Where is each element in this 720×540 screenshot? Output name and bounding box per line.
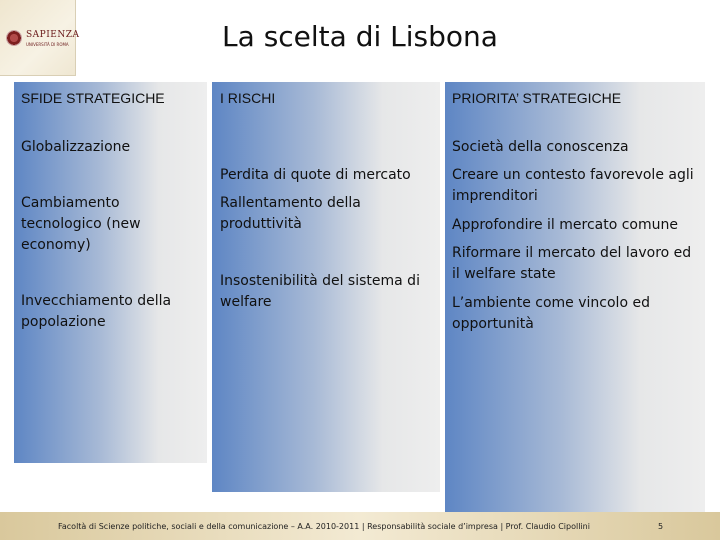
heading-priorita: PRIORITA’ STRATEGICHE	[452, 90, 622, 106]
priorita-item-3: Approfondire il mercato comune	[452, 217, 678, 233]
slide-title: La scelta di Lisbona	[222, 20, 498, 53]
heading-sfide: SFIDE STRATEGICHE	[21, 90, 165, 106]
logo-name: SAPIENZA	[26, 30, 80, 40]
sfide-item-1: Globalizzazione	[21, 139, 131, 155]
priorita-item-4: Riformare il mercato del lavoro ed il welfare state	[452, 245, 692, 282]
page-number: 5	[658, 522, 664, 531]
priorita-item-1: Società della conoscenza	[452, 139, 629, 155]
sfide-item-2: Cambiamento tecnologico (new economy)	[21, 195, 141, 253]
logo-subtitle: UNIVERSITÀ DI ROMA	[26, 42, 69, 47]
footer-text: Facoltà di Scienze politiche, sociali e della comunicazione – A.A. 2010-2011 | Responsabilità sociale d’impresa | Prof. Claudio Cipollini	[58, 522, 590, 531]
priorita-item-5: L’ambiente come vincolo ed opportunità	[452, 295, 650, 332]
rischi-item-2: Rallentamento della produttività	[220, 195, 361, 232]
rischi-item-1: Perdita di quote di mercato	[220, 167, 411, 183]
priorita-item-2: Creare un contesto favorevole agli imprenditori	[452, 167, 694, 204]
rischi-item-3: Insostenibilità del sistema di welfare	[220, 273, 420, 310]
heading-rischi: I RISCHI	[220, 90, 276, 106]
sfide-item-3: Invecchiamento della popolazione	[21, 293, 172, 330]
footer-bar	[0, 512, 720, 540]
